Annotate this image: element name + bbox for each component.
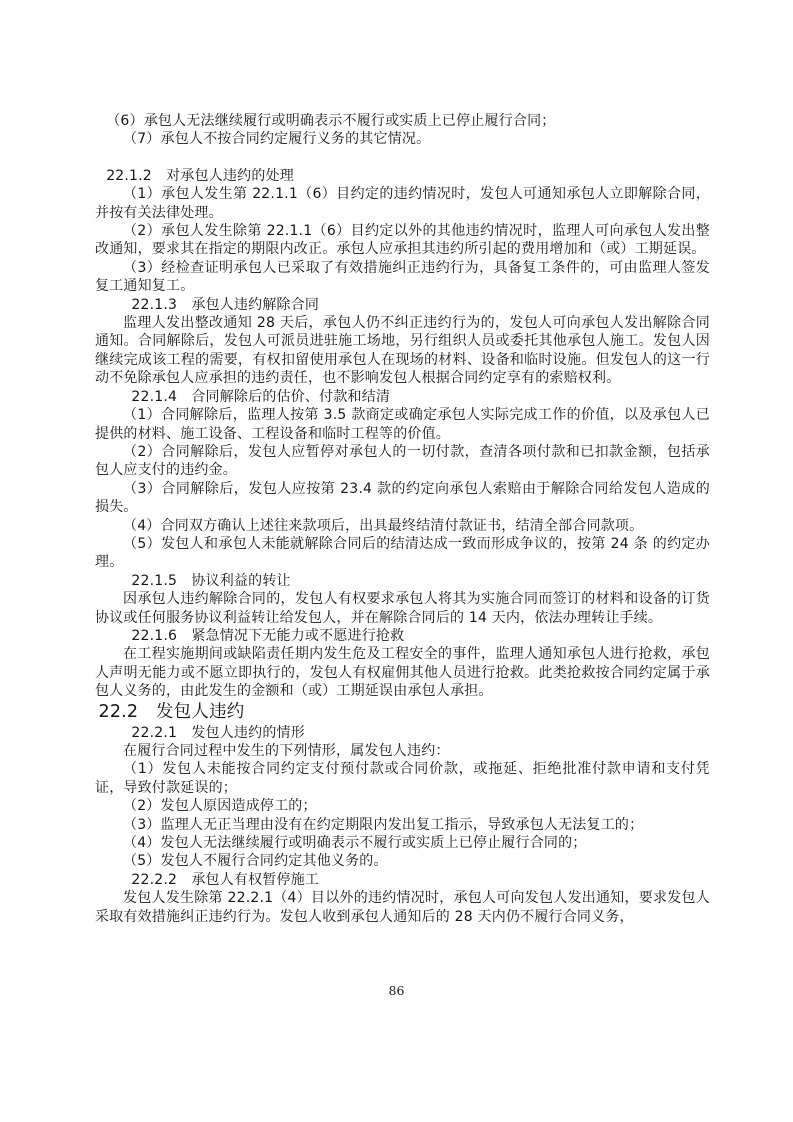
paragraph: 因承包人违约解除合同的，发包人有权要求承包人将其为实施合同而签订的材料和设备的订货协议或任何服务协议利益转让给发包人，并在解除合同后的 14 天内，依法办理转让手续。 (95, 591, 710, 626)
paragraph: （1）合同解除后，监理人按第 3.5 款商定或确定承包人实际完成工作的价值，以及承包人已提供的材料、施工设备、工程设备和临时工程等的价值。 (95, 407, 710, 442)
heading-22-1-5: 22.1.5 协议利益的转让 (131, 572, 291, 589)
list-item-6: （6）承包人无法继续履行或明确表示不履行或实质上已停止履行合同； (106, 113, 556, 129)
paragraph: （3）合同解除后，发包人应按第 23.4 款的约定向承包人索赔由于解除合同给发包人造成的损失。 (95, 480, 710, 516)
heading-22-1-3: 22.1.3 承包人违约解除合同 (131, 296, 320, 313)
heading-22-2-2: 22.2.2 承包人有权暂停施工 (131, 871, 320, 888)
paragraph: （5）发包人和承包人未能就解除合同后的结清达成一致而形成争议的，按第 24 条 的约定办理。 (95, 535, 710, 571)
paragraph: （1）承包人发生第 22.1.1（6）目约定的违约情况时，发包人可通知承包人立即解除合同，并按有关法律处理。 (95, 186, 710, 221)
page-number: 86 (388, 983, 405, 998)
paragraph: （4）合同双方确认上述往来款项后，出具最终结清付款证书，结清全部合同款项。 (123, 517, 644, 534)
list-item-7: （7）承包人不按合同约定履行义务的其它情况。 (123, 131, 431, 148)
heading-22-2: 22.2 发包人违约 (98, 701, 245, 722)
heading-22-2-1: 22.2.1 发包人违约的情形 (131, 724, 305, 741)
list-item-5: （5）发包人不履行合同约定其他义务的。 (123, 853, 388, 870)
paragraph: （2）承包人发生除第 22.1.1（6）目约定以外的其他违约情况时，监理人可向承包人发出整改通知，要求其在指定的期限内改正。承包人应承担其违约所引起的费用增加和（或）工期延误。 (95, 223, 710, 258)
document-body (95, 112, 710, 926)
heading-22-1-6: 22.1.6 紧急情况下无能力或不愿进行抢救 (131, 627, 405, 644)
paragraph: 在履行合同过程中发生的下列情形，属发包人违约： (123, 743, 450, 759)
paragraph: （2）合同解除后，发包人应暂停对承包人的一切付款，查清各项付款和已扣款金额，包括承包人应支付的违约金。 (95, 443, 710, 479)
heading-22-1-4: 22.1.4 合同解除后的估价、付款和结清 (131, 388, 391, 405)
paragraph: 监理人发出整改通知 28 天后，承包人仍不纠正违约行为的，发包人可向承包人发出解除合同通知。合同解除后，发包人可派员进驻施工场地，另行组织人员或委托其他承包人施工。发包人因继续完成该工程的需要，有权扣留使用承包人在现场的材料、设备和临时设施。但发包人的这一行动不免除承包人应承担的违约责任，也不影响发包人根据合同约定享有的索赔权利。 (95, 315, 710, 387)
list-item-1: （1）发包人未能按合同约定支付预付款或合同价款，或拖延、拒绝批准付款申请和支付凭证，导致付款延误的； (95, 761, 710, 796)
list-item-2: （2）发包人原因造成停工的； (123, 798, 317, 815)
list-item-4: （4）发包人无法继续履行或明确表示不履行或实质上已停止履行合同的； (123, 835, 587, 852)
heading-22-1-2: 22.1.2 对承包人违约的处理 (106, 167, 294, 184)
list-item-3: （3）监理人无正当理由没有在约定期限内发出复工指示，导致承包人无法复工的； (123, 816, 644, 833)
paragraph: 在工程实施期间或缺陷责任期内发生危及工程安全的事件，监理人通知承包人进行抢救，承包人声明无能力或不愿立即执行的，发包人有权雇佣其他人员进行抢救。此类抢救按合同约定属于承包人义务的，由此发生的金额和（或）工期延误由承包人承担。 (95, 646, 710, 700)
paragraph: 发包人发生除第 22.2.1（4）目以外的违约情况时，承包人可向发包人发出通知，要求发包人采取有效措施纠正违约行为。发包人收到承包人通知后的 28 天内仍不履行合同义务， (95, 890, 710, 925)
paragraph: （3）经检查证明承包人已采取了有效措施纠正违约行为，具备复工条件的，可由监理人签发复工通知复工。 (95, 259, 710, 295)
